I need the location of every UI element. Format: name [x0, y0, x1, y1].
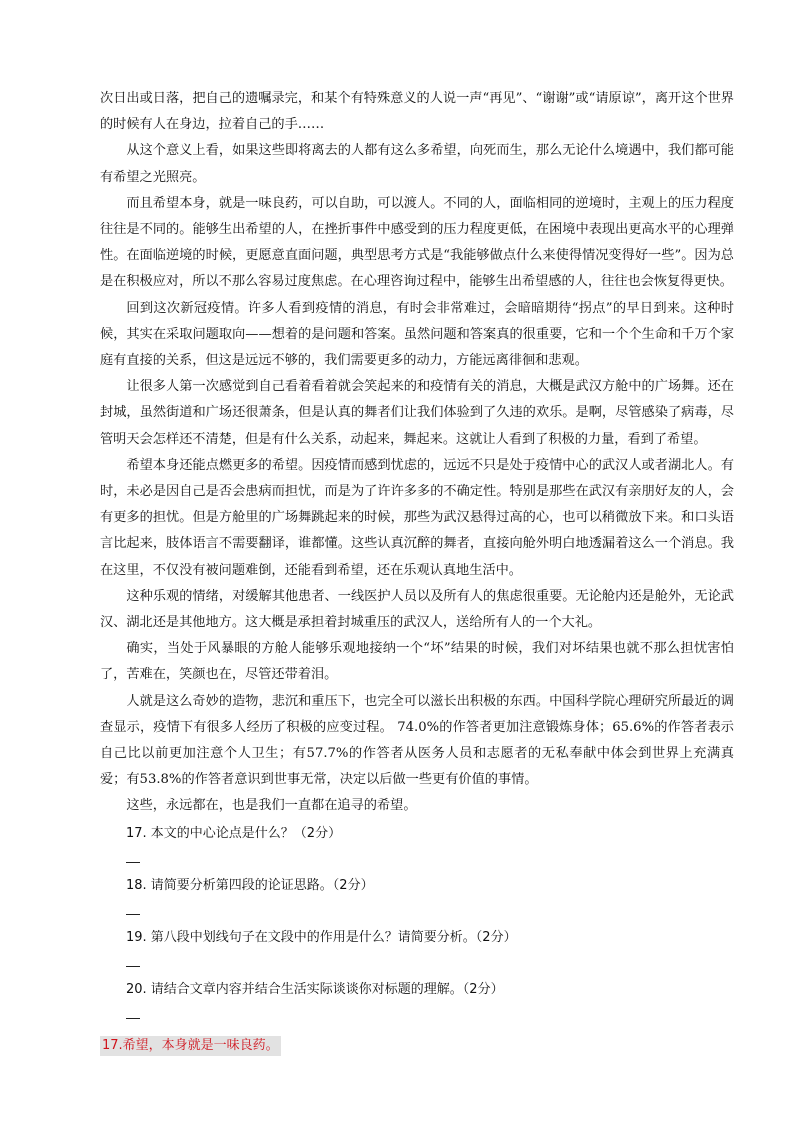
article-body — [100, 86, 734, 820]
question-17: 17. 本文的中心论点是什么？（2分） — [126, 825, 342, 841]
paragraph: 让很多人第一次感觉到自己看着看着就会笑起来的和疫情有关的消息，大概是武汉方舱中的广场舞。还在封城，虽然街道和广场还很萧条，但是认真的舞者们让我们体验到了久违的欢乐。是啊，尽管感染了病毒，尽管明天会怎样还不清楚，但是有什么关系，动起来，舞起来。这就让人看到了积极的力量，看到了希望。 — [100, 379, 734, 447]
paragraph: 这种乐观的情绪，对缓解其他患者、一线医护人员以及所有人的焦虑很重要。无论舱内还是舱外，无论武汉、湖北还是其他地方。这大概是承担着封城重压的武汉人，送给所有人的一个大礼。 — [100, 588, 734, 631]
questions — [100, 822, 734, 1030]
paragraph: 希望本身还能点燃更多的希望。因疫情而感到忧虑的，远远不只是处于疫情中心的武汉人或者湖北人。有时，未必是因自己是否会患病而担忧，而是为了许许多多的不确定性。特别是那些在武汉有亲朋好友的人，会有更多的担忧。但是方舱里的广场舞跳起来的时候，那些为武汉悬得过高的心，也可以稍微放下来。和口头语言比起来，肢体语言不需要翻译，谁都懂。这些认真沉醉的舞者，直接向舱外明白地透漏着这么一个消息。我在这里，不仅没有被问题难倒，还能看到希望，还在乐观认真地生活中。 — [100, 457, 734, 578]
answer-blank[interactable] — [126, 950, 734, 978]
paragraph: 回到这次新冠疫情。许多人看到疫情的消息，有时会非常难过，会暗暗期待“拐点”的早日到来。这种时候，其实在采取问题取向——想着的是问题和答案。虽然问题和答案真的很重要，它和一个个生命和千万个家庭有直接的关系，但这是远远不够的，我们需要更多的动力，方能远离徘徊和悲观。 — [100, 300, 734, 369]
paragraph: 人就是这么奇妙的造物，悲沉和重压下，也完全可以滋长出积极的东西。中国科学院心理研究所最近的调查显示，疫情下有很多人经历了积极的应变过程。 74.0%的作答者更加注意锻炼身体；65.6%的作答者表示自己比以前更加注意个人卫生；有57.7%的作答者从医务人员和志愿者的无私奉献中体会到世界上充满真爱；有53.8%的作答者意识到世事无常，决定以后做一些更有价值的事情。 — [100, 693, 734, 788]
paragraph: 确实，当处于风暴眼的方舱人能够乐观地接纳一个“坏”结果的时候，我们对坏结果也就不那么担忧害怕了，苦难在，笑颜也在，尽管还带着泪。 — [100, 641, 734, 683]
answer-text: 17.希望，本身就是一味良药。 — [100, 1036, 281, 1056]
answer-blank[interactable] — [126, 898, 734, 926]
paragraph: 而且希望本身，就是一味良药，可以自助，可以渡人。不同的人，面临相同的逆境时，主观上的压力程度往往是不同的。能够生出希望的人，在挫折事件中感受到的压力程度更低，在困境中表现出更高水平的心理弹性。在面临逆境的时候，更愿意直面问题，典型思考方式是“我能够做点什么来使得情况变得好一些”。因为总是在积极应对，所以不那么容易过度焦虑。在心理咨询过程中，能够生出希望感的人，往往也会恢复得更快。 — [100, 195, 734, 290]
answer-blank[interactable] — [126, 1002, 734, 1030]
question-20: 20. 请结合文章内容并结合生活实际谈谈你对标题的理解。（2分） — [126, 981, 504, 997]
paragraph: 这些，永远都在，也是我们一直都在追寻的希望。 — [126, 798, 417, 814]
question-18: 18. 请简要分析第四段的论证思路。（2分） — [126, 877, 374, 893]
paragraph: 次日出或日落，把自己的遗嘱录完，和某个有特殊意义的人说一声“再见”、“谢谢”或“请原谅”，离开这个世界的时候有人在身边，拉着自己的手…… — [100, 91, 734, 133]
answer-blank[interactable] — [126, 846, 734, 874]
paragraph: 从这个意义上看，如果这些即将离去的人都有这么多希望，向死而生，那么无论什么境遇中，我们都可能有希望之光照亮。 — [100, 143, 734, 185]
question-19: 19. 第八段中划线句子在文段中的作用是什么？请简要分析。（2分） — [126, 929, 517, 945]
answer-key — [100, 1030, 734, 1056]
